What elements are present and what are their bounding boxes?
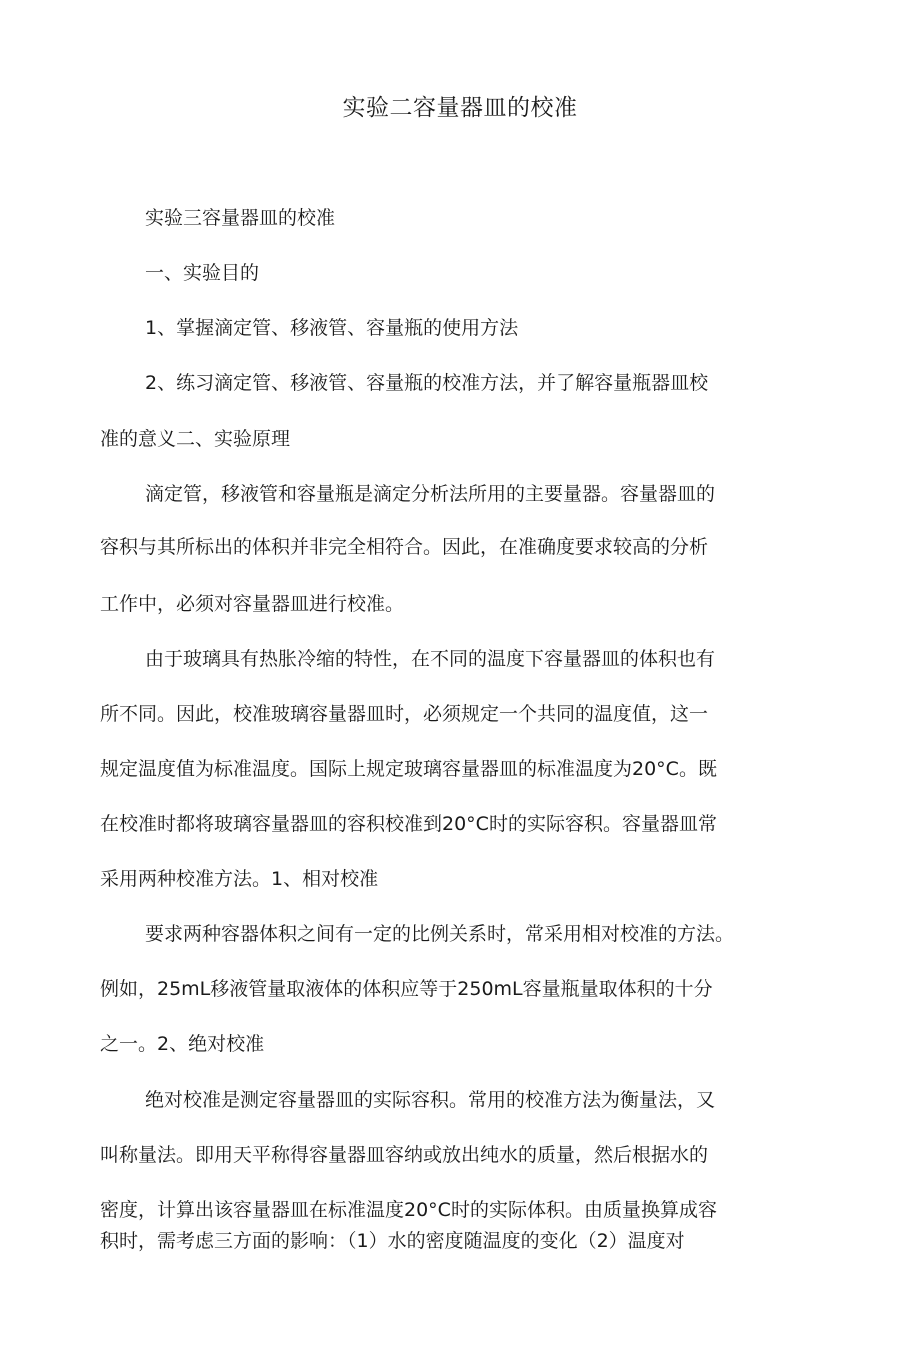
paragraph-start: 要求两种容器体积之间有一定的比例关系时，常采用相对校准的方法。 bbox=[145, 923, 735, 945]
paragraph-start: 绝对校准是测定容量器皿的实际容积。常用的校准方法为衡量法，又 bbox=[145, 1089, 716, 1111]
text-line: 准的意义二、实验原理 bbox=[100, 428, 291, 450]
section-heading: 实验三容量器皿的校准 bbox=[145, 207, 336, 229]
text-line: 容积与其所标出的体积并非完全相符合。因此，在准确度要求较高的分析 bbox=[100, 536, 709, 558]
text-line: 采用两种校准方法。1、相对校准 bbox=[100, 868, 379, 890]
text-line: 叫称量法。即用天平称得容量器皿容纳或放出纯水的质量，然后根据水的 bbox=[100, 1144, 709, 1166]
list-item: 2、练习滴定管、移液管、容量瓶的校准方法，并了解容量瓶器皿校 bbox=[145, 372, 709, 394]
paragraph-start: 滴定管，移液管和容量瓶是滴定分析法所用的主要量器。容量器皿的 bbox=[145, 483, 716, 505]
text-line: 之一。2、绝对校准 bbox=[100, 1033, 265, 1055]
text-line: 密度，计算出该容量器皿在标准温度20°C时的实际体积。由质量换算成容 bbox=[100, 1199, 717, 1221]
subsection-heading: 一、实验目的 bbox=[145, 262, 260, 284]
text-line: 积时，需考虑三方面的影响：（1）水的密度随温度的变化（2）温度对 bbox=[100, 1230, 685, 1252]
paragraph-start: 由于玻璃具有热胀冷缩的特性，在不同的温度下容量器皿的体积也有 bbox=[145, 648, 716, 670]
text-line: 所不同。因此，校准玻璃容量器皿时，必须规定一个共同的温度值，这一 bbox=[100, 703, 709, 725]
document-title: 实验二容量器皿的校准 bbox=[342, 95, 578, 121]
text-line: 在校准时都将玻璃容量器皿的容积校准到20°C时的实际容积。容量器皿常 bbox=[100, 813, 717, 835]
text-line: 规定温度值为标准温度。国际上规定玻璃容量器皿的标准温度为20°C。既 bbox=[100, 758, 717, 780]
text-line: 例如，25mL移液管量取液体的体积应等于250mL容量瓶量取体积的十分 bbox=[100, 978, 713, 1000]
list-item: 1、掌握滴定管、移液管、容量瓶的使用方法 bbox=[145, 317, 519, 339]
text-line: 工作中，必须对容量器皿进行校准。 bbox=[100, 593, 405, 615]
